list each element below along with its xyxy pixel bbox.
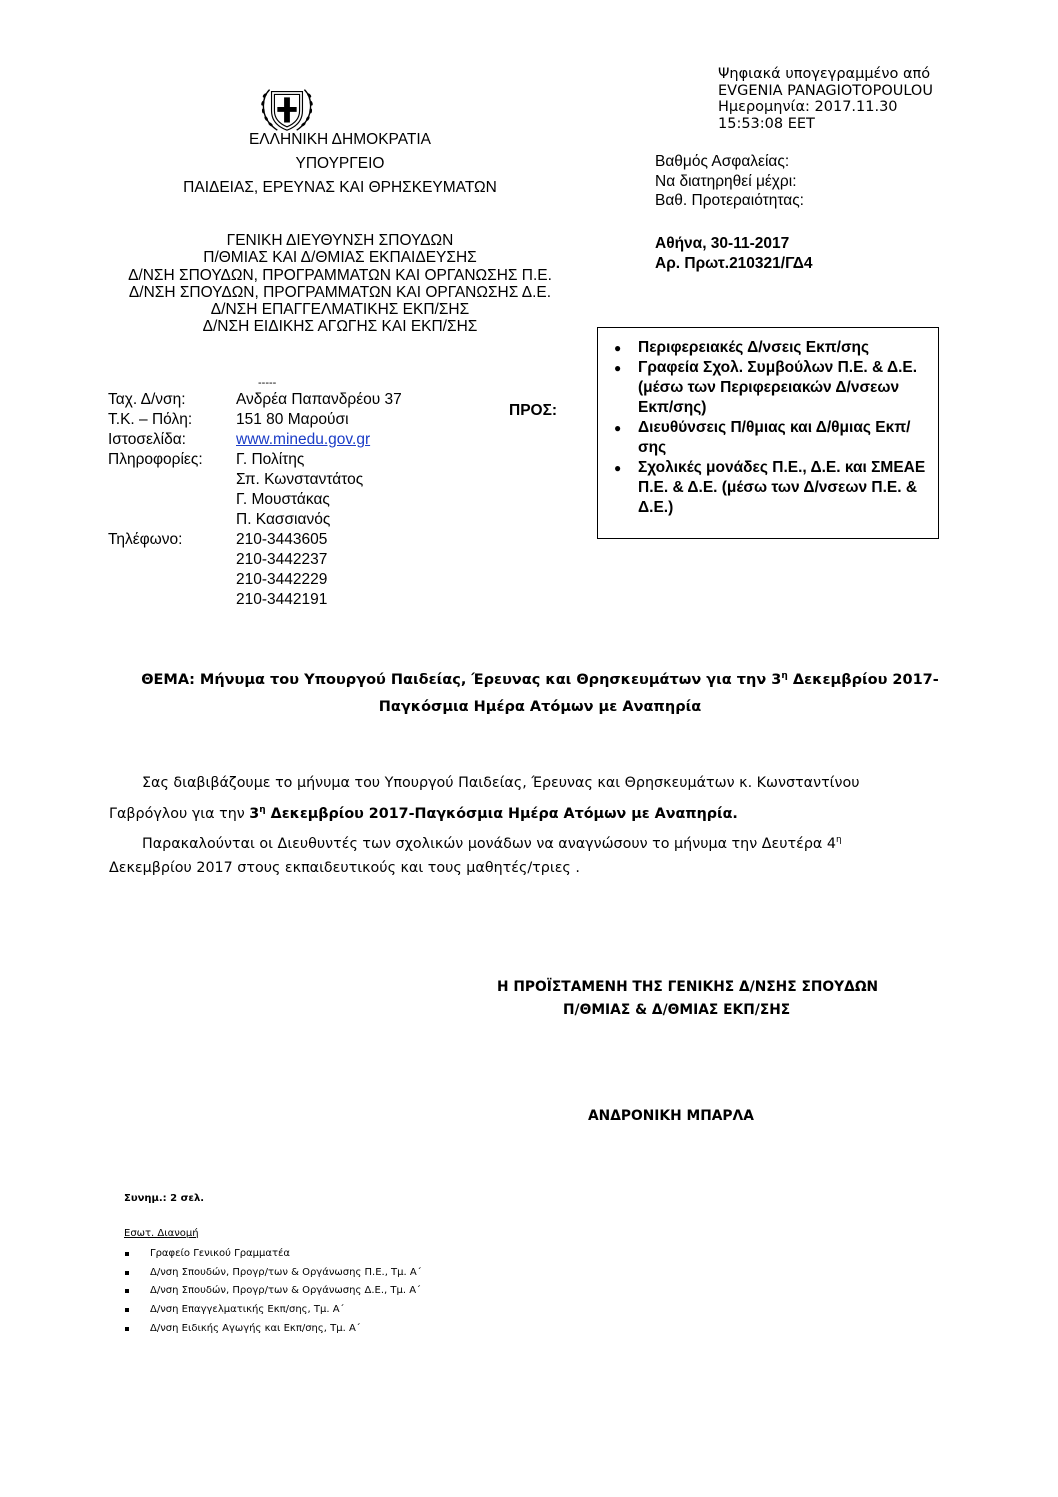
website-link[interactable]: www.minedu.gov.gr (236, 431, 371, 448)
directorate-line: Δ/ΝΣΗ ΕΠΑΓΓΕΛΜΑΤΙΚΗΣ ΕΚΠ/ΣΗΣ (210, 301, 470, 319)
recipient-item: ● Σχολικές μονάδες Π.Ε., Δ.Ε. και ΣΜΕΑΕ Π.Ε. & Δ.Ε. (μέσω των Δ/νσεων Π.Ε. & Δ.Ε.) (614, 459, 926, 516)
bullet-icon (125, 1271, 129, 1275)
priority-level: Βαθ. Προτεραιότητας: (655, 192, 804, 209)
ministry-header (60, 128, 620, 200)
distribution-item: Γραφείο Γενικού Γραμματέα (120, 1245, 422, 1264)
address-value: Ανδρέα Παπανδρέου 37 (236, 391, 402, 408)
info-person: Π. Κασσιανός (236, 511, 331, 528)
city-value: 151 80 Μαρούσι (236, 411, 349, 428)
recipient-item: ● Διευθύνσεις Π/θμιας και Δ/θμιας Εκπ/σης (614, 419, 911, 456)
bullet-icon: ● (614, 341, 622, 355)
signatory-title2: Π/ΘΜΙΑΣ & Δ/ΘΜΙΑΣ ΕΚΠ/ΣΗΣ (563, 1002, 791, 1018)
info-label: Πληροφορίες: (108, 451, 203, 468)
ministry-label: ΥΠΟΥΡΓΕΙΟ (295, 155, 385, 172)
signature-line: Ψηφιακά υπογεγραμμένο από (718, 66, 931, 82)
recipient-item: ● Περιφερειακές Δ/νσεις Εκπ/σης (614, 339, 870, 356)
subject (60, 663, 1020, 721)
body-p2-line2: Δεκεμβρίου 2017 στους εκπαιδευτικούς και τους μαθητές/τριες . (109, 860, 580, 876)
bullet-icon: ● (614, 421, 622, 435)
distribution-item: Δ/νση Σπουδών, Προγρ/των & Οργάνωσης Π.Ε., Τμ. Α΄ (120, 1264, 422, 1283)
document-date: Αθήνα, 30-11-2017 (655, 235, 790, 252)
bullet-icon (125, 1327, 129, 1331)
body-p1-line1: Σας διαβιβάζουμε το μήνυμα του Υπουργού Παιδείας, Έρευνας και Θρησκευμάτων κ. Κωνσταντίνου (142, 775, 860, 791)
distribution-item: Δ/νση Ειδικής Αγωγής και Εκπ/σης, Τμ. Α΄ (120, 1320, 422, 1339)
digital-signature (718, 66, 933, 132)
info-person: Σπ. Κωνσταντάτος (236, 471, 364, 488)
signature-signer: EVGENIA PANAGIOTOPOULOU (718, 82, 933, 99)
bullet-icon: ● (614, 361, 622, 375)
ministry-name: ΠΑΙΔΕΙΑΣ, ΕΡΕΥΝΑΣ ΚΑΙ ΘΡΗΣΚΕΥΜΑΤΩΝ (183, 179, 497, 196)
phone-number: 210-3442191 (236, 591, 328, 608)
retain-until: Να διατηρηθεί μέχρι: (655, 172, 797, 190)
signature-time: 15:53:08 EET (718, 115, 815, 132)
info-person: Γ. Πολίτης (236, 451, 305, 468)
distribution-item: Δ/νση Σπουδών, Προγρ/των & Οργάνωσης Δ.Ε., Τμ. Α΄ (120, 1282, 422, 1301)
directorates-block (30, 232, 650, 336)
body-p1-line2: Γαβρόγλου για την $3^\eta$ Δεκεμβρίου 2017-Παγκόσμια Ημέρα Ατόμων με Αναπηρία. (109, 805, 738, 822)
directorate-line: Δ/ΝΣΗ ΣΠΟΥΔΩΝ, ΠΡΟΓΡΑΜΜΑΤΩΝ ΚΑΙ ΟΡΓΑΝΩΣΗΣ Δ.Ε. (128, 283, 552, 301)
security-block (655, 152, 804, 211)
address-label: Ταχ. Δ/νση: (108, 391, 186, 408)
country-name: ΕΛΛΗΝΙΚΗ ΔΗΜΟΚΡΑΤΙΑ (248, 131, 432, 148)
directorate-line: Δ/ΝΣΗ ΣΠΟΥΔΩΝ, ΠΡΟΓΡΑΜΜΑΤΩΝ ΚΑΙ ΟΡΓΑΝΩΣΗΣ Π.Ε. (128, 266, 552, 284)
security-classification: Βαθμός Ασφαλείας: (655, 153, 790, 170)
city-label: Τ.Κ. – Πόλη: (108, 411, 193, 428)
recipients-box (597, 327, 939, 539)
bullet-icon (125, 1308, 129, 1312)
contact-block (108, 377, 402, 610)
website-label: Ιστοσελίδα: (108, 431, 186, 448)
directorate-line: Δ/ΝΣΗ ΕΙΔΙΚΗΣ ΑΓΩΓΗΣ ΚΑΙ ΕΚΠ/ΣΗΣ (202, 318, 478, 336)
phone-number: 210-3443605 (236, 531, 328, 548)
distribution-list (120, 1245, 422, 1338)
info-person: Γ. Μουστάκας (236, 491, 330, 508)
recipient-item: ● Γραφεία Σχολ. Συμβούλων Π.Ε. & Δ.Ε. (μέσω των Περιφερειακών Δ/νσεων Εκπ/σης) (614, 359, 918, 416)
bullet-icon: ● (614, 461, 622, 475)
phone-number: 210-3442237 (236, 551, 328, 568)
distribution-item: Δ/νση Επαγγελματικής Εκπ/σης, Τμ. Α΄ (120, 1301, 422, 1320)
directorate-line: ΓΕΝΙΚΗ ΔΙΕΥΘΥΝΣΗ ΣΠΟΥΔΩΝ (226, 232, 454, 249)
bullet-icon (125, 1252, 129, 1256)
directorate-line: Π/ΘΜΙΑΣ ΚΑΙ Δ/ΘΜΙΑΣ ΕΚΠΑΙΔΕΥΣΗΣ (203, 249, 477, 267)
separator: ----- (258, 377, 277, 389)
recipients-label: ΠΡΟΣ: (509, 402, 558, 419)
subject-line2: Παγκόσμια Ημέρα Ατόμων με Αναπηρία (378, 699, 702, 715)
signatory-title1: Η ΠΡΟΪΣΤΑΜΕΝΗ ΤΗΣ ΓΕΝΙΚΗΣ Δ/ΝΣΗΣ ΣΠΟΥΔΩΝ (497, 979, 879, 995)
attachments-note: Συνημ.: 2 σελ. (124, 1193, 205, 1204)
date-protocol-block (655, 234, 812, 274)
phone-number: 210-3442229 (236, 571, 328, 588)
body-p2-line1: Παρακαλούνται οι Διευθυντές των σχολικών μονάδων να αναγνώσουν το μήνυμα την Δευτέρα $4^\eta$ (142, 835, 842, 852)
bullet-icon (125, 1289, 129, 1293)
subject-line1: ΘΕΜΑ: Μήνυμα του Υπουργού Παιδείας, Έρευνας και Θρησκευμάτων για την $3^\eta$ Δεκεμβρίου 2017- (141, 671, 939, 688)
protocol-number: Αρ. Πρωτ.210321/ΓΔ4 (655, 255, 813, 272)
phone-label: Τηλέφωνο: (108, 531, 183, 548)
signatory-name: ΑΝΔΡΟΝΙΚΗ ΜΠΑΡΛΑ (588, 1108, 754, 1124)
signature-date: Ημερομηνία: 2017.11.30 (718, 99, 898, 115)
distribution-title: Εσωτ. Διανομή (124, 1228, 199, 1239)
